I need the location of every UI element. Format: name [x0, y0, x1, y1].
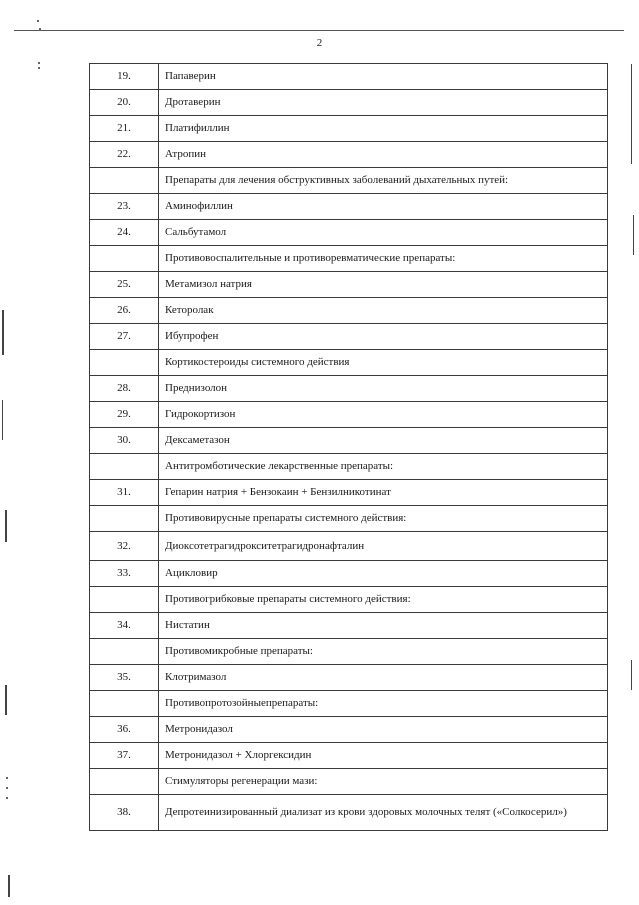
- scan-mark: [6, 797, 8, 799]
- table-row: [90, 561, 608, 587]
- table-row: [90, 665, 608, 691]
- scan-mark: [5, 685, 7, 715]
- table-row: [90, 272, 608, 298]
- medication-table: [89, 63, 608, 831]
- table-row: [90, 90, 608, 116]
- scan-mark: [5, 510, 7, 542]
- drug-name: Гепарин натрия + Бензокаин + Бензилникотинат: [159, 480, 608, 506]
- row-number: 36.: [90, 717, 159, 743]
- table-row: [90, 743, 608, 769]
- row-number: 31.: [90, 480, 159, 506]
- category-row: [90, 454, 608, 480]
- category-heading: Антитромботические лекарственные препараты:: [159, 454, 608, 480]
- row-number: 37.: [90, 743, 159, 769]
- row-number: 30.: [90, 428, 159, 454]
- row-number: 22.: [90, 142, 159, 168]
- row-number: 38.: [90, 795, 159, 831]
- scan-mark: [6, 777, 8, 779]
- category-heading: Противомикробные препараты:: [159, 639, 608, 665]
- category-row: [90, 691, 608, 717]
- drug-name: Метронидазол: [159, 717, 608, 743]
- scan-mark: [2, 310, 4, 355]
- table-row: [90, 324, 608, 350]
- row-number: 26.: [90, 298, 159, 324]
- table-row: [90, 428, 608, 454]
- category-heading: Противовоспалительные и противоревматические препараты:: [159, 246, 608, 272]
- category-heading: Противогрибковые препараты системного действия:: [159, 587, 608, 613]
- category-row: [90, 168, 608, 194]
- row-number: [90, 639, 159, 665]
- category-heading: Кортикостероиды системного действия: [159, 350, 608, 376]
- category-heading: Стимуляторы регенерации мази:: [159, 769, 608, 795]
- table-row: [90, 194, 608, 220]
- table-row: [90, 402, 608, 428]
- category-row: [90, 639, 608, 665]
- row-number: 35.: [90, 665, 159, 691]
- row-number: [90, 454, 159, 480]
- drug-name: Метронидазол + Хлоргексидин: [159, 743, 608, 769]
- row-number: [90, 691, 159, 717]
- drug-name: Ацикловир: [159, 561, 608, 587]
- scan-mark: [633, 215, 634, 255]
- table-row: [90, 376, 608, 402]
- table-row: [90, 220, 608, 246]
- table-row: [90, 532, 608, 561]
- drug-name: Атропин: [159, 142, 608, 168]
- page-number: 2: [316, 37, 323, 49]
- drug-name: Платифиллин: [159, 116, 608, 142]
- row-number: [90, 350, 159, 376]
- row-number: 28.: [90, 376, 159, 402]
- category-row: [90, 350, 608, 376]
- scan-mark: [6, 787, 8, 789]
- drug-name: Папаверин: [159, 64, 608, 90]
- scan-mark: [38, 67, 40, 69]
- drug-name: Дексаметазон: [159, 428, 608, 454]
- table-row: [90, 142, 608, 168]
- drug-name: Дротаверин: [159, 90, 608, 116]
- table-row: [90, 795, 608, 831]
- category-row: [90, 769, 608, 795]
- table-row: [90, 64, 608, 90]
- table-row: [90, 116, 608, 142]
- row-number: [90, 168, 159, 194]
- table-row: [90, 613, 608, 639]
- category-row: [90, 506, 608, 532]
- scan-mark: [8, 875, 10, 897]
- row-number: 21.: [90, 116, 159, 142]
- drug-name: Метамизол натрия: [159, 272, 608, 298]
- row-number: [90, 246, 159, 272]
- scan-mark: [631, 660, 632, 690]
- row-number: 29.: [90, 402, 159, 428]
- row-number: 20.: [90, 90, 159, 116]
- row-number: 27.: [90, 324, 159, 350]
- drug-name: Нистатин: [159, 613, 608, 639]
- scan-mark: [2, 400, 3, 440]
- drug-name: Сальбутамол: [159, 220, 608, 246]
- row-number: [90, 769, 159, 795]
- drug-name: Ибупрофен: [159, 324, 608, 350]
- category-row: [90, 587, 608, 613]
- table-row: [90, 298, 608, 324]
- row-number: 32.: [90, 532, 159, 561]
- drug-name: Аминофиллин: [159, 194, 608, 220]
- row-number: 23.: [90, 194, 159, 220]
- category-heading: Препараты для лечения обструктивных заболеваний дыхательных путей:: [159, 168, 608, 194]
- row-number: 19.: [90, 64, 159, 90]
- row-number: [90, 506, 159, 532]
- row-number: 34.: [90, 613, 159, 639]
- category-heading: Противопротозойныепрепараты:: [159, 691, 608, 717]
- drug-name: Кеторолак: [159, 298, 608, 324]
- table-body: [90, 64, 608, 831]
- row-number: [90, 587, 159, 613]
- table-row: [90, 480, 608, 506]
- category-row: [90, 246, 608, 272]
- top-rule: [14, 30, 624, 31]
- drug-name: Депротеинизированный диализат из крови здоровых молочных телят («Солкосерил»): [159, 795, 608, 831]
- row-number: 25.: [90, 272, 159, 298]
- drug-name: Клотримазол: [159, 665, 608, 691]
- row-number: 24.: [90, 220, 159, 246]
- drug-name: Преднизолон: [159, 376, 608, 402]
- table-row: [90, 717, 608, 743]
- scan-mark: [37, 20, 39, 22]
- drug-name: Гидрокортизон: [159, 402, 608, 428]
- scan-mark: [39, 28, 41, 30]
- drug-name: Диоксотетрагидрокситетрагидронафталин: [159, 532, 608, 561]
- scan-mark: [631, 64, 632, 164]
- category-heading: Противовирусные препараты системного действия:: [159, 506, 608, 532]
- row-number: 33.: [90, 561, 159, 587]
- scan-mark: [38, 62, 40, 64]
